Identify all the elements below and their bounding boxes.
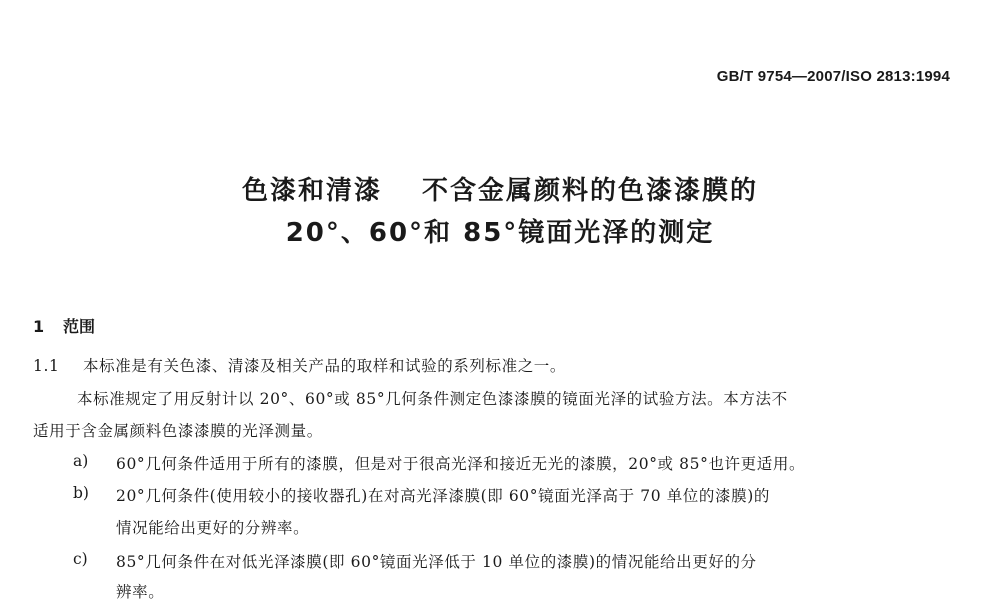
section-title: 范围 — [63, 317, 96, 336]
list-item-b-text-line-1: 20°几何条件(使用较小的接收器孔)在对高光泽漆膜(即 60°镜面光泽高于 70 单位的漆膜)的 — [116, 487, 770, 505]
standard-number: GB/T 9754—2007/ISO 2813:1994 — [716, 68, 950, 85]
section-heading — [33, 314, 95, 337]
list-item-c-text-line-2: 辨率。 — [116, 583, 165, 601]
section-number: 1 — [33, 317, 45, 336]
list-item-c-label: c) — [73, 550, 88, 568]
clause-1-1 — [33, 354, 566, 376]
list-item-a-text: 60°几何条件适用于所有的漆膜，但是对于很高光泽和接近无光的漆膜，20°或 85°也许更适用。 — [116, 455, 806, 473]
list-item-b-text-line-2: 情况能给出更好的分辨率。 — [116, 519, 310, 537]
title-part-1: 色漆和清漆 — [241, 176, 382, 206]
paragraph-line-2: 适用于含金属颜料色漆漆膜的光泽测量。 — [33, 422, 323, 440]
paragraph-line-1: 本标准规定了用反射计以 20°、60°或 85°几何条件测定色漆漆膜的镜面光泽的试验方法。本方法不 — [77, 390, 788, 408]
clause-number: 1.1 — [33, 357, 60, 375]
title-part-2: 不含金属颜料的色漆漆膜的 — [422, 176, 759, 206]
clause-text: 本标准是有关色漆、清漆及相关产品的取样和试验的系列标准之一。 — [83, 357, 567, 375]
document-title-line-2: 20°、60°和 85°镜面光泽的测定 — [285, 218, 715, 248]
list-item-a-label: a) — [73, 452, 89, 470]
document-title-line-1 — [0, 170, 1000, 207]
list-item-b-label: b) — [73, 484, 89, 502]
list-item-c-text-line-1: 85°几何条件在对低光泽漆膜(即 60°镜面光泽低于 10 单位的漆膜)的情况能给出更好的分 — [116, 553, 757, 571]
